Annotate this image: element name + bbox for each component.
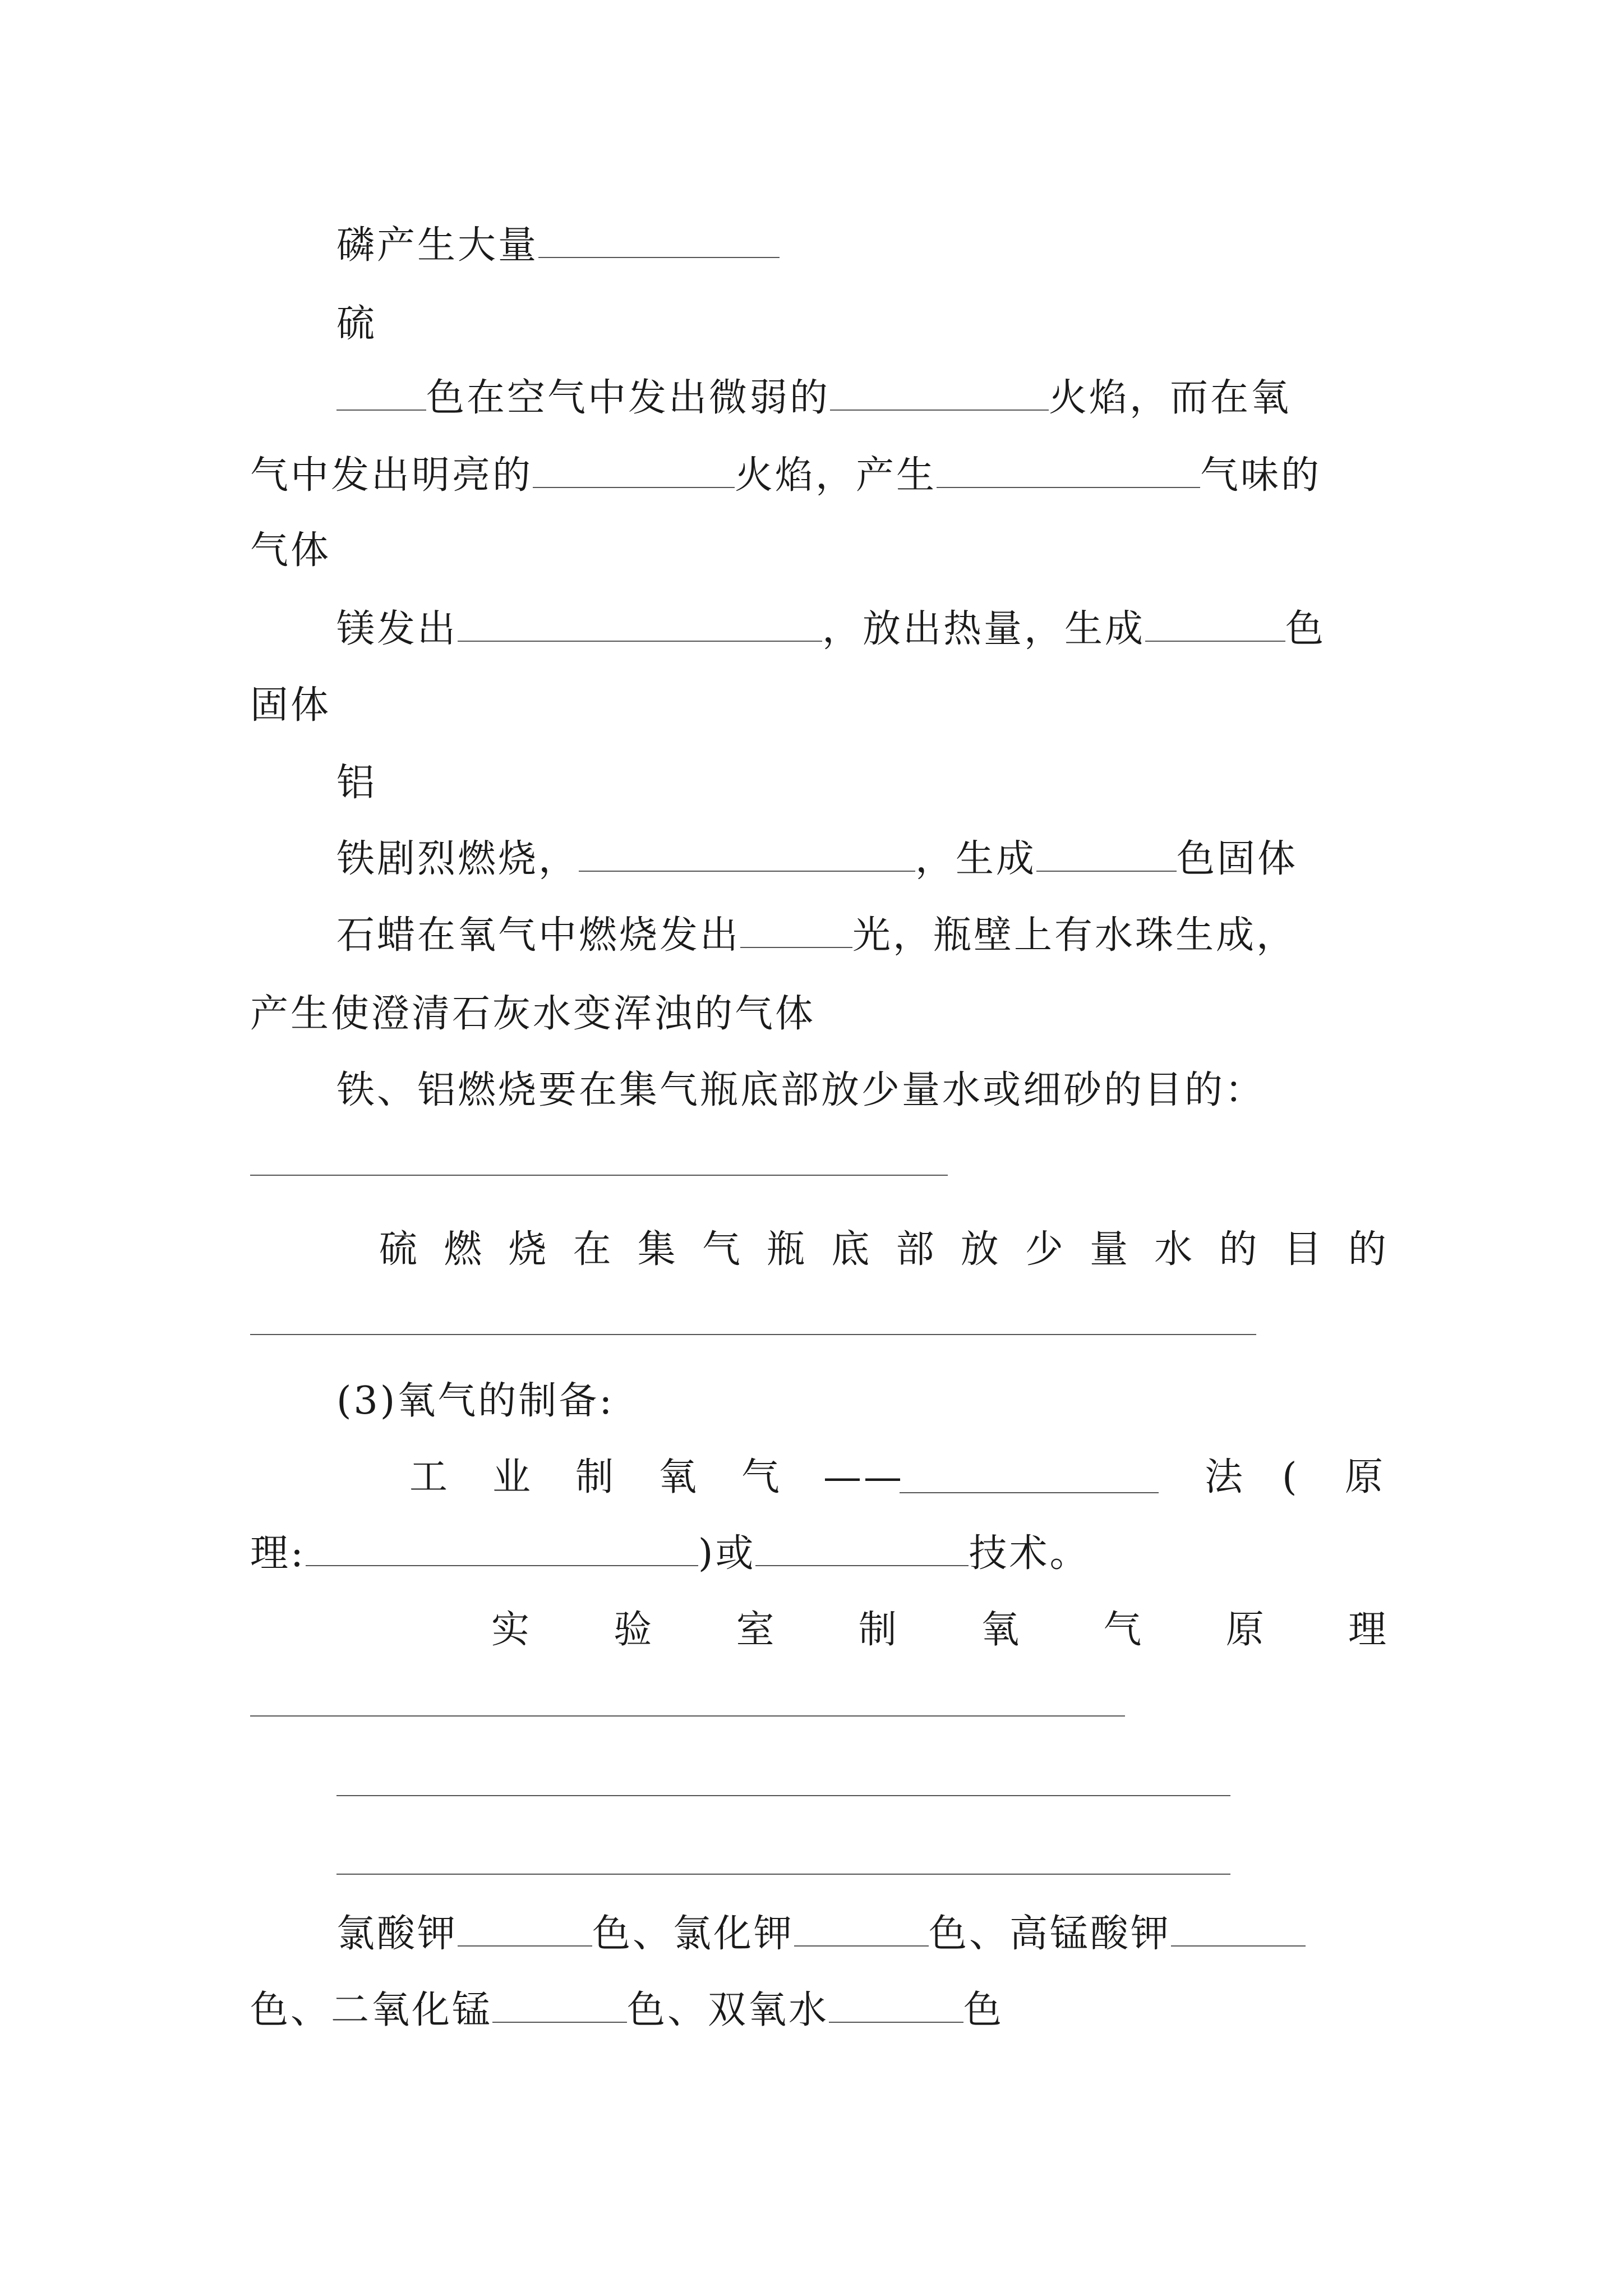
text-line-industrial-oxygen bbox=[409, 1455, 1389, 1500]
char: 底 bbox=[831, 1227, 872, 1272]
text-segment: 色、双氧水 bbox=[627, 1988, 829, 2032]
text-line-iron bbox=[336, 837, 1298, 882]
answer-line[interactable] bbox=[250, 1175, 948, 1176]
char: 制 bbox=[575, 1455, 616, 1499]
text-segment: 色在空气中发出微弱的 bbox=[426, 376, 831, 420]
blank-field[interactable] bbox=[740, 914, 852, 948]
char: 原 bbox=[1225, 1608, 1266, 1652]
answer-line[interactable] bbox=[250, 1715, 1125, 1717]
text-segment: 理: bbox=[250, 1531, 306, 1576]
char: 氧 bbox=[658, 1455, 699, 1499]
text-segment: ，生成 bbox=[915, 837, 1037, 881]
char: 气 bbox=[702, 1227, 743, 1272]
text-line-limewater bbox=[250, 992, 815, 1037]
char: 部 bbox=[896, 1227, 937, 1272]
text-line-iron-aluminum-purpose bbox=[336, 1068, 1265, 1113]
blank-field[interactable] bbox=[1171, 1913, 1306, 1947]
text-segment: 色、高锰酸钾 bbox=[929, 1912, 1172, 1956]
char: 验 bbox=[614, 1608, 654, 1652]
char: 法 bbox=[1205, 1455, 1246, 1499]
text-line-paraffin bbox=[336, 913, 1297, 958]
char: 气 bbox=[1103, 1608, 1144, 1652]
char: 放 bbox=[960, 1227, 1001, 1272]
text-line-colors-2 bbox=[250, 1988, 1004, 2033]
answer-line[interactable] bbox=[336, 1795, 1230, 1796]
blank-field[interactable] bbox=[830, 377, 1049, 411]
char: 燃 bbox=[444, 1227, 485, 1272]
blank-field[interactable] bbox=[755, 1533, 969, 1566]
text-line-colors-1 bbox=[336, 1912, 1306, 1957]
text-line-phosphorus bbox=[336, 223, 780, 268]
text-segment: )或 bbox=[698, 1531, 756, 1576]
text-line-magnesium bbox=[336, 607, 1326, 652]
char: 集 bbox=[637, 1227, 678, 1272]
answer-line[interactable] bbox=[336, 1874, 1230, 1875]
text-segment: 色 bbox=[1285, 607, 1326, 651]
text-line-aluminum bbox=[336, 761, 377, 806]
answer-line[interactable] bbox=[250, 1334, 1256, 1335]
char: 的 bbox=[1219, 1227, 1260, 1272]
text-segment: 气味的 bbox=[1200, 453, 1322, 498]
text-line-solid bbox=[250, 683, 331, 728]
text-segment: 镁发出 bbox=[336, 607, 458, 651]
blank-field[interactable] bbox=[458, 1913, 592, 1947]
text-phosphorus: 磷产生大量 bbox=[336, 223, 539, 268]
char: 硫 bbox=[379, 1227, 420, 1272]
text-line-sulfur-flame bbox=[336, 376, 1291, 421]
blank-field[interactable] bbox=[533, 454, 735, 488]
text-segment: 铁、铝燃烧要在集气瓶底部放少量水或细砂的目的： bbox=[336, 1068, 1266, 1112]
char: 烧 bbox=[508, 1227, 549, 1272]
blank-field[interactable] bbox=[336, 377, 426, 411]
char: 实 bbox=[491, 1608, 532, 1652]
text-segment: 火焰，而在氧 bbox=[1049, 376, 1292, 420]
char: 目 bbox=[1283, 1227, 1324, 1272]
char: 在 bbox=[573, 1227, 614, 1272]
blank-field[interactable] bbox=[937, 454, 1200, 488]
text-segment: 氯酸钾 bbox=[336, 1912, 458, 1956]
text-segment: ，放出热量，生成 bbox=[822, 607, 1146, 651]
text-dash: —— bbox=[823, 1455, 904, 1499]
text-segment: 火焰，产生 bbox=[735, 453, 937, 498]
text-segment: 气中发出明亮的 bbox=[250, 453, 533, 498]
blank-field[interactable] bbox=[458, 608, 822, 642]
text-segment: 技术。 bbox=[969, 1531, 1090, 1576]
text-segment: 固体 bbox=[250, 683, 331, 728]
text-segment: (3)氧气的制备: bbox=[336, 1379, 615, 1423]
text-sulfur: 硫 bbox=[336, 302, 377, 346]
char: 理 bbox=[1348, 1608, 1389, 1652]
char: 业 bbox=[492, 1455, 533, 1499]
char: 工 bbox=[409, 1455, 450, 1499]
char: ( bbox=[1282, 1455, 1299, 1499]
text-line-lab-oxygen-principle bbox=[491, 1608, 1389, 1653]
text-segment: 色、氯化钾 bbox=[592, 1912, 795, 1956]
section-heading-oxygen-preparation bbox=[336, 1379, 614, 1424]
char: 瓶 bbox=[767, 1227, 808, 1272]
char: 原 bbox=[1345, 1455, 1386, 1499]
text-segment: 产生使澄清石灰水变浑浊的气体 bbox=[250, 992, 816, 1036]
text-segment: 气体 bbox=[250, 528, 331, 573]
text-line-sulfur-purpose bbox=[379, 1227, 1389, 1272]
char: 气 bbox=[741, 1455, 782, 1499]
text-line-oxygen-flame bbox=[250, 453, 1321, 498]
blank-field[interactable] bbox=[1145, 608, 1285, 642]
blank-field[interactable] bbox=[579, 838, 915, 872]
blank-field[interactable] bbox=[538, 224, 780, 258]
char: 制 bbox=[858, 1608, 899, 1652]
text-segment: 色固体 bbox=[1177, 837, 1298, 881]
text-segment: 石蜡在氧气中燃烧发出 bbox=[336, 913, 741, 958]
blank-field[interactable] bbox=[306, 1533, 698, 1566]
char: 少 bbox=[1025, 1227, 1066, 1272]
text-segment: 铝 bbox=[336, 761, 377, 805]
char: 的 bbox=[1348, 1227, 1389, 1272]
char: 水 bbox=[1154, 1227, 1195, 1272]
text-segment: 铁剧烈燃烧， bbox=[336, 837, 579, 881]
blank-field[interactable] bbox=[1036, 838, 1177, 872]
text-line-sulfur bbox=[336, 302, 377, 347]
char: 量 bbox=[1090, 1227, 1131, 1272]
blank-field[interactable] bbox=[794, 1913, 929, 1947]
text-segment: 色 bbox=[963, 1988, 1004, 2032]
blank-field[interactable] bbox=[900, 1460, 1159, 1493]
blank-field[interactable] bbox=[829, 1989, 963, 2023]
text-segment: 光，瓶壁上有水珠生成， bbox=[852, 913, 1297, 958]
blank-field[interactable] bbox=[492, 1989, 627, 2023]
char: 室 bbox=[736, 1608, 777, 1652]
char: 氧 bbox=[981, 1608, 1022, 1652]
text-line-gas bbox=[250, 528, 331, 573]
text-line-principle bbox=[250, 1531, 1090, 1576]
text-segment: 色、二氧化锰 bbox=[250, 1988, 493, 2032]
